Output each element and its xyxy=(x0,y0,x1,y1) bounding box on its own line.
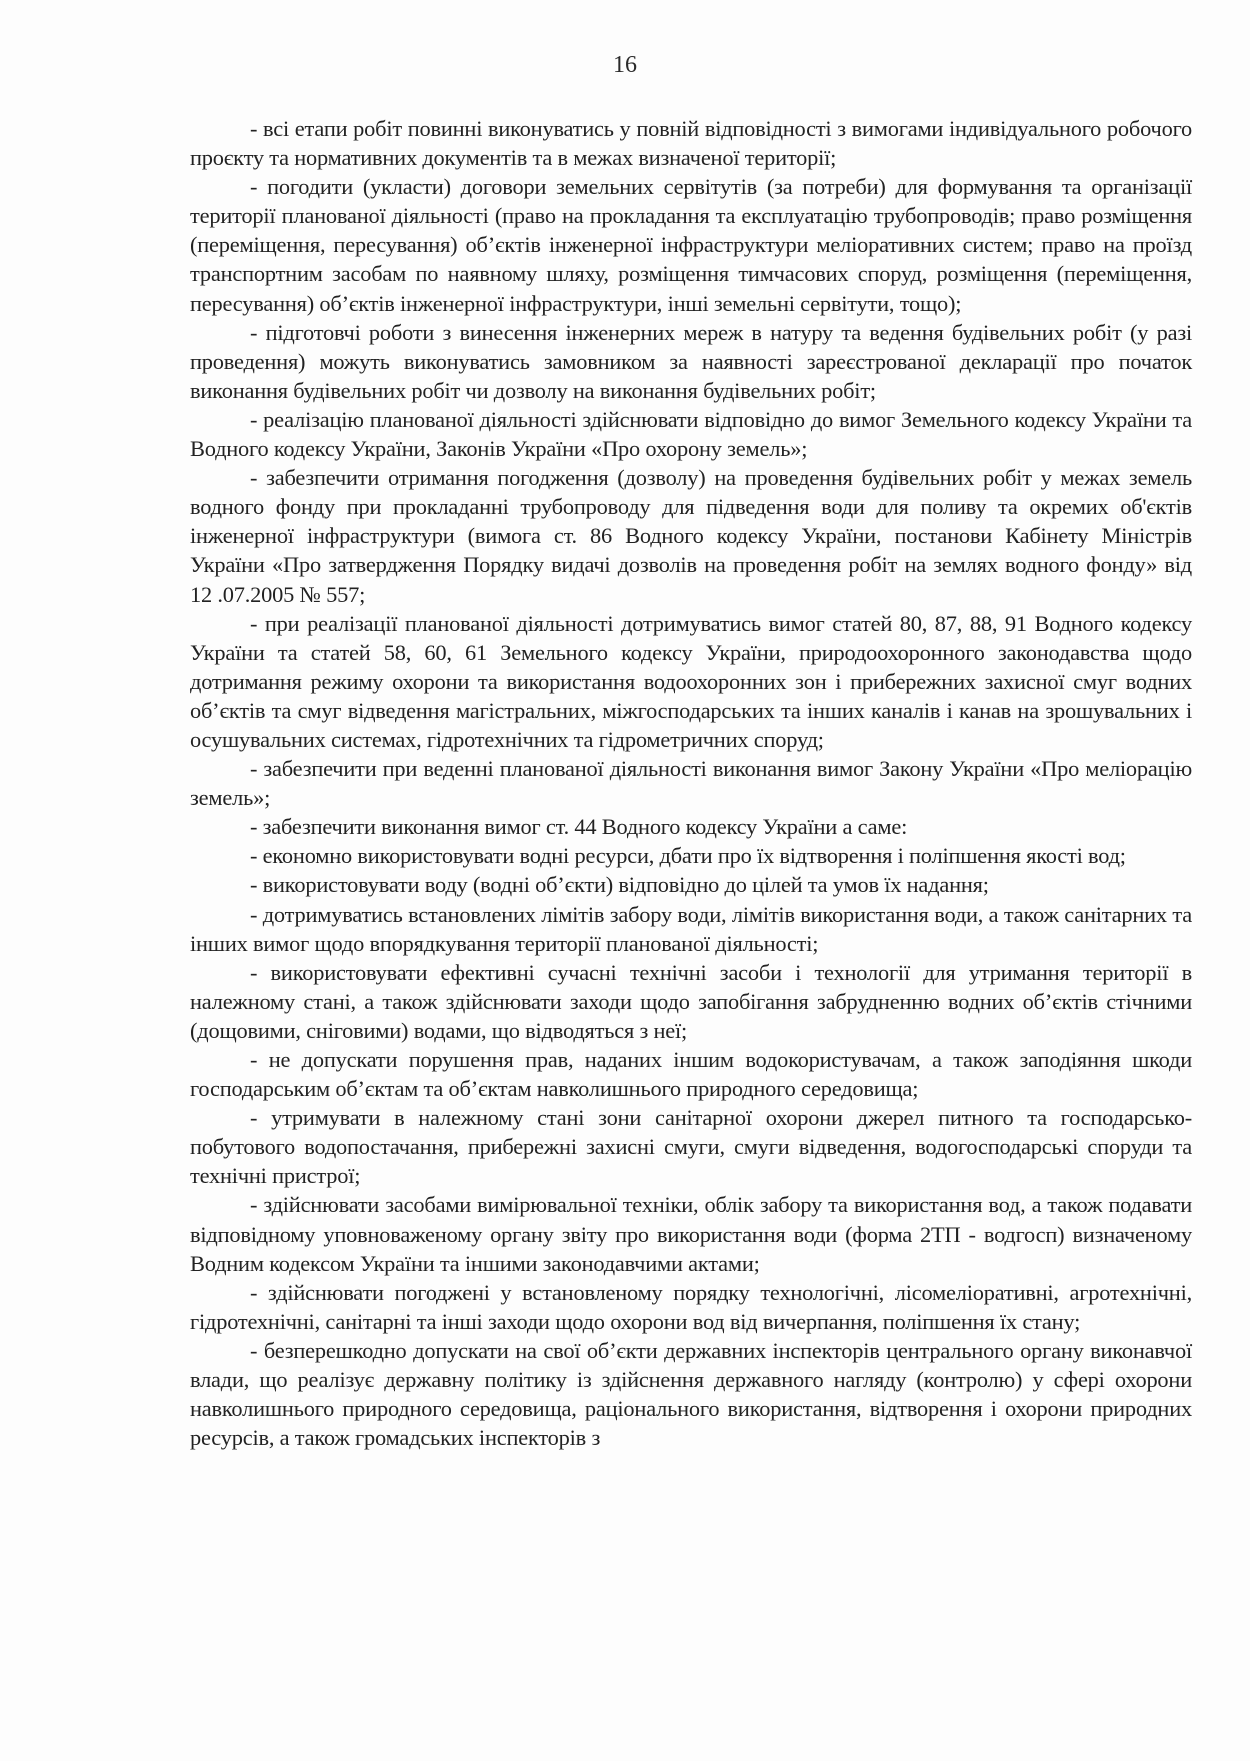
paragraph: - при реалізації планованої діяльності дотримуватись вимог статей 80, 87, 88, 91 Водного кодексу України та статей 58, 60, 61 Земельного кодексу України, природоохоронного законодавства щодо дотримання режиму охорони та використання водоохоронних зон і прибережних захисної смуг водних об’єктів та смуг відведення магістральних, міжгосподарських та інших каналів і канав на зрошувальних і осушувальних системах, гідротехнічних та гідрометричних споруд; xyxy=(190,610,1192,752)
paragraph: - погодити (укласти) договори земельних сервітутів (за потреби) для формування та організації території планованої діяльності (право на прокладання та експлуатацію трубопроводів; право розміщення (переміщення, пересування) об’єктів інженерної інфраструктури меліоративних систем; право на проїзд транспортним засобам по наявному шляху, розміщення тимчасових споруд, розміщення (переміщення, пересування) об’єктів інженерної інфраструктури, інші земельні сервітути, тощо); xyxy=(190,174,1192,316)
paragraph: - не допускати порушення прав, наданих іншим водокористувачам, а також заподіяння шкоди господарським об’єктам та об’єктам навколишнього природного середовища; xyxy=(190,1047,1192,1102)
paragraph: - забезпечити отримання погодження (дозволу) на проведення будівельних робіт у межах земель водного фонду при прокладанні трубопроводу для підведення води для поливу та окремих об'єктів інженерної інфраструктури (вимога ст. 86 Водного кодексу України, постанови Кабінету Міністрів України «Про затвердження Порядку видачі дозволів на проведення робіт на землях водного фонду» від 12 .07.2005 № 557; xyxy=(190,465,1192,607)
paragraph: - безперешкодно допускати на свої об’єкти державних інспекторів центрального органу виконавчої влади, що реалізує державну політику із здійснення державного нагляду (контролю) у сфері охорони навколишнього природного середовища, раціонального використання, відтворення і охорони природних ресурсів, а також громадських інспекторів з xyxy=(190,1337,1192,1451)
paragraph: - всі етапи робіт повинні виконуватись у повній відповідності з вимогами індивідуального робочого проєкту та нормативних документів та в межах визначеної території; xyxy=(190,116,1192,171)
paragraph: - економно використовувати водні ресурси, дбати про їх відтворення і поліпшення якості вод; xyxy=(250,843,1126,869)
paragraph: - утримувати в належному стані зони санітарної охорони джерел питного та господарсько-побутового водопостачання, прибережні захисні смуги, смуги відведення, водогосподарські споруди та технічні пристрої; xyxy=(190,1105,1192,1189)
paragraph: - використовувати ефективні сучасні технічні засоби і технології для утримання території в належному стані, а також здійснювати заходи щодо запобігання забрудненню водних об’єктів стічними (дощовими, сніговими) водами, що відводяться з неї; xyxy=(190,959,1192,1043)
paragraph: - здійснювати засобами вимірювальної техніки, облік забору та використання вод, а також подавати відповідному уповноваженому органу звіту про використання води (форма 2ТП - водгосп) визначеному Водним кодексом України та іншими законодавчими актами; xyxy=(190,1192,1192,1276)
page-number: 16 xyxy=(613,52,637,78)
paragraph: - забезпечити при веденні планованої діяльності виконання вимог Закону України «Про меліорацію земель»; xyxy=(190,756,1192,811)
paragraph: - дотримуватись встановлених лімітів забору води, лімітів використання води, а також санітарних та інших вимог щодо впорядкування території планованої діяльності; xyxy=(190,901,1192,956)
paragraph: - використовувати воду (водні об’єкти) відповідно до цілей та умов їх надання; xyxy=(250,872,989,898)
paragraph: - підготовчі роботи з винесення інженерних мереж в натуру та ведення будівельних робіт (у разі проведення) можуть виконуватись замовником за наявності зареєстрованої декларації про початок виконання будівельних робіт чи дозволу на виконання будівельних робіт; xyxy=(190,319,1192,403)
paragraph: - реалізацію планованої діяльності здійснювати відповідно до вимог Земельного кодексу України та Водного кодексу України, Законів України «Про охорону земель»; xyxy=(190,406,1192,462)
paragraph: - забезпечити виконання вимог ст. 44 Водного кодексу України а саме: xyxy=(250,814,908,840)
document-body xyxy=(190,114,1192,1452)
paragraph: - здійснювати погоджені у встановленому порядку технологічні, лісомеліоративні, агротехнічні, гідротехнічні, санітарні та інші заходи щодо охорони вод від вичерпання, поліпшення їх стану; xyxy=(190,1279,1192,1334)
